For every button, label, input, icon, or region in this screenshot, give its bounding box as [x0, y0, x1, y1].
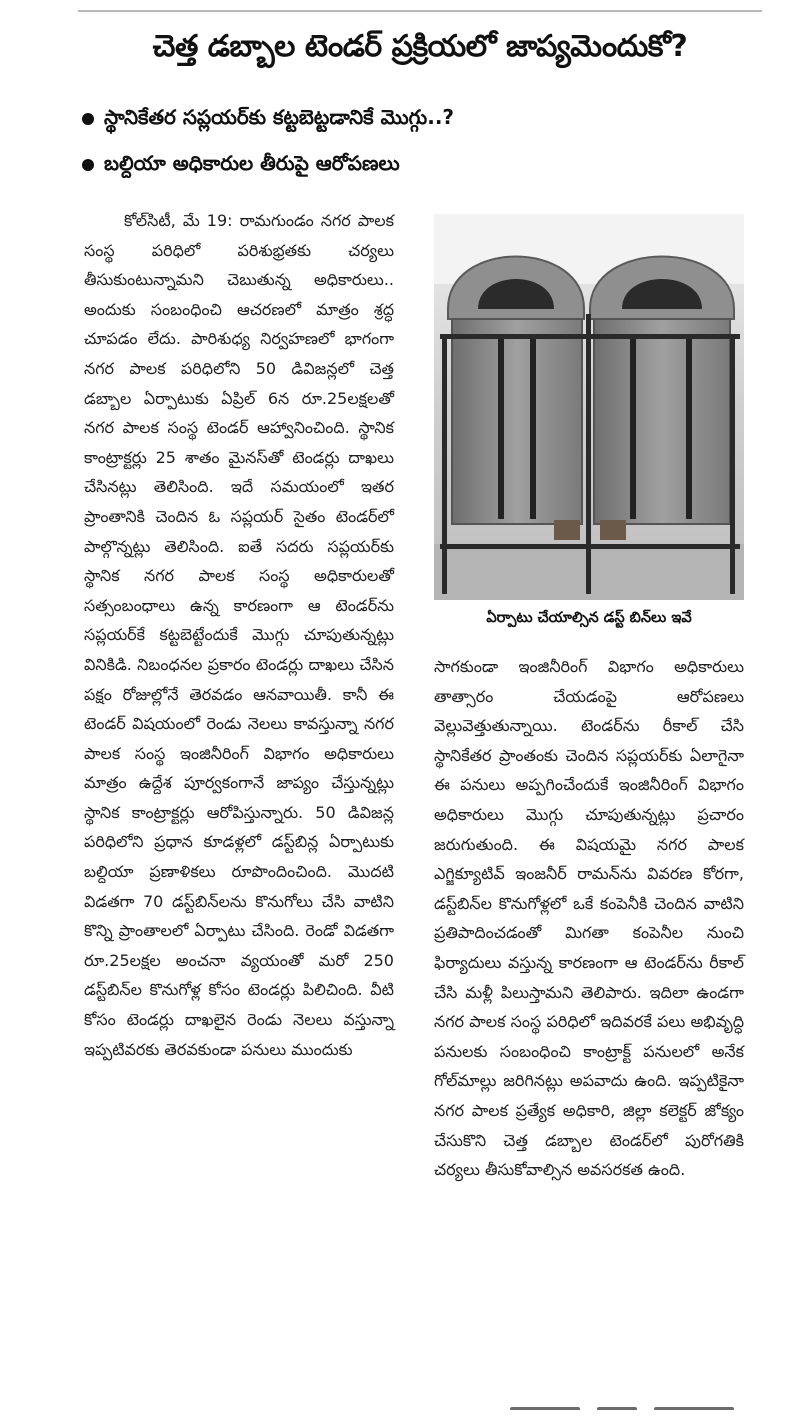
headline: చెత్త డబ్బాల టెండర్ ప్రక్రియలో జాప్యమెందుకో? — [152, 29, 688, 64]
subhead-item — [82, 142, 772, 188]
body-paragraph: కోల్‌సిటీ, మే 19: రామగుండం నగర పాలక సంస్థ పరిధిలో పరిశుభ్రతకు చర్యలు తీసుకుంటున్నామని చెబుతున్న అధికారులు.. అందుకు సంబంధించి ఆచరణలో మాత్రం శ్రద్ధ చూపడం లేదు. పారిశుధ్య నిర్వహణలో భాగంగా నగర పాలక పరిధిలోని 50 డివిజన్లలో చెత్త డబ్బాల ఏర్పాటుకు ఏప్రిల్ 6న రూ.25లక్షలతో నగర పాలక సంస్థ టెండర్ ఆహ్వానించింది. స్థానిక కాంట్రాక్టర్లు 25 శాతం మైనస్‌తో టెండర్లు దాఖలు చేసినట్లు తెలిసింది. ఇదే సమయంలో ఇతర ప్రాంతానికి చెందిన ఓ సప్లయర్ సైతం టెండర్‌లో పాల్గొన్నట్లు తెలిసింది. ఐతే సదరు సప్లయర్‌కు స్థానిక నగర పాలక సంస్థ అధికారులతో సత్సంబంధాలు ఉన్న కారణంగా ఆ టెండర్‌ను సప్లయర్‌కే కట్టబెట్టేందుకే మొగ్గు చూపుతున్నట్లు వినికిడి. నిబంధనల ప్రకారం టెండర్లు దాఖలు చేసిన పక్షం రోజుల్లోనే తెరవడం ఆనవాయితీ. కానీ ఈ టెండర్ విషయంలో రెండు నెలలు కావస్తున్నా నగర పాలక సంస్థ ఇంజినీరింగ్ విభాగం అధికారులు మాత్రం ఉద్దేశ పూర్వకంగానే జాప్యం చేస్తున్నట్లు స్థానిక కాంట్రాక్టర్లు ఆరోపిస్తున్నారు. 50 డివిజన్ల పరిధిలోని ప్రధాన కూడళ్లలో డస్ట్‌బిన్ల ఏర్పాటుకు బల్దియా ప్రణాళికలు రూపొందించింది. మొదటి విడతగా 70 డస్ట్‌బిన్‌లను కొనుగోలు చేసి వాటిని కొన్ని ప్రాంతాలలో ఏర్పాటు చేసింది. రెండో విడతగా రూ.25లక్షల అంచనా వ్యయంతో మరో 250 డస్ట్‌బిన్‌ల కొనుగోళ్ల కోసం టెండర్లు పిలిచింది. వీటి కోసం టెండర్లు దాఖలైన రెండు నెలలు వస్తున్నా ఇప్పటివరకు తెరవకుండా పనులు ముందుకు — [84, 211, 394, 1059]
next-article-fragment-segment — [597, 1407, 637, 1410]
subhead-text: బల్దియా అధికారుల తీరుపై ఆరోపణలు — [104, 150, 400, 175]
next-article-fragment — [450, 1396, 750, 1410]
dustbin-left — [448, 257, 584, 525]
dustbin-right — [590, 257, 734, 525]
bullet-icon — [82, 159, 94, 171]
top-rule — [78, 10, 762, 12]
next-article-fragment-segment — [654, 1407, 734, 1410]
dustbin-photo — [434, 214, 744, 600]
article-column-left — [84, 206, 394, 1064]
subhead-item — [82, 96, 772, 142]
bullet-icon — [82, 113, 94, 125]
article-column-right — [434, 652, 744, 1185]
body-paragraph: సాగకుండా ఇంజినీరింగ్ విభాగం అధికారులు తాత్సారం చేయడంపై ఆరోపణలు వెల్లువెత్తుతున్నాయి. టెండర్‌ను రీకాల్ చేసి స్థానికేతర ప్రాంతంకు చెందిన సప్లయర్‌కు ఏలాగైనా ఈ పనులు అప్పగించేందుకే ఇంజినీరింగ్ విభాగం అధికారులు మొగ్గు చూపుతున్నట్లు ప్రచారం జరుగుతుంది. ఈ విషయమై నగర పాలక ఎగ్జిక్యూటివ్ ఇంజనీర్ రామన్‌ను వివరణ కోరగా, డస్ట్‌బిన్‌ల కొనుగోళ్లలో ఒకే కంపెనీకి చెందిన వాటిని ప్రతిపాదించడంతో మిగతా కంపెనీల నుంచి ఫిర్యాదులు వస్తున్న కారణంగా ఆ టెండర్‌ను రీకాల్ చేసి మళ్లీ పిలుస్తామని తెలిపారు. ఇదిలా ఉండగా నగర పాలక సంస్థ పరిధిలో ఇదివరకే పలు అభివృద్ధి పనులకు సంబంధించి కాంట్రాక్ట్ పనులలో అనేక గోల్‌మాల్లు జరిగినట్లు అపవాదు ఉంది. ఇప్పటికైనా నగర పాలక ప్రత్యేక అధికారి, జిల్లా కలెక్టర్ జోక్యం చేసుకొని చెత్త డబ్బాల టెండర్‌లో పురోగతికి చర్యలు తీసుకోవాల్సిన అవసరకత ఉంది. — [434, 657, 744, 1180]
subheads — [82, 96, 772, 188]
next-article-fragment-segment — [510, 1407, 580, 1410]
dustbin-photo-graphic — [434, 214, 744, 600]
subhead-text: స్థానికేతర సప్లయర్‌కు కట్టబెట్టడానికే మొగ్గు..? — [104, 104, 455, 129]
photo-caption: ఏర్పాటు చేయాల్సిన డస్ట్ బిన్‌లు ఇవే — [486, 610, 692, 626]
